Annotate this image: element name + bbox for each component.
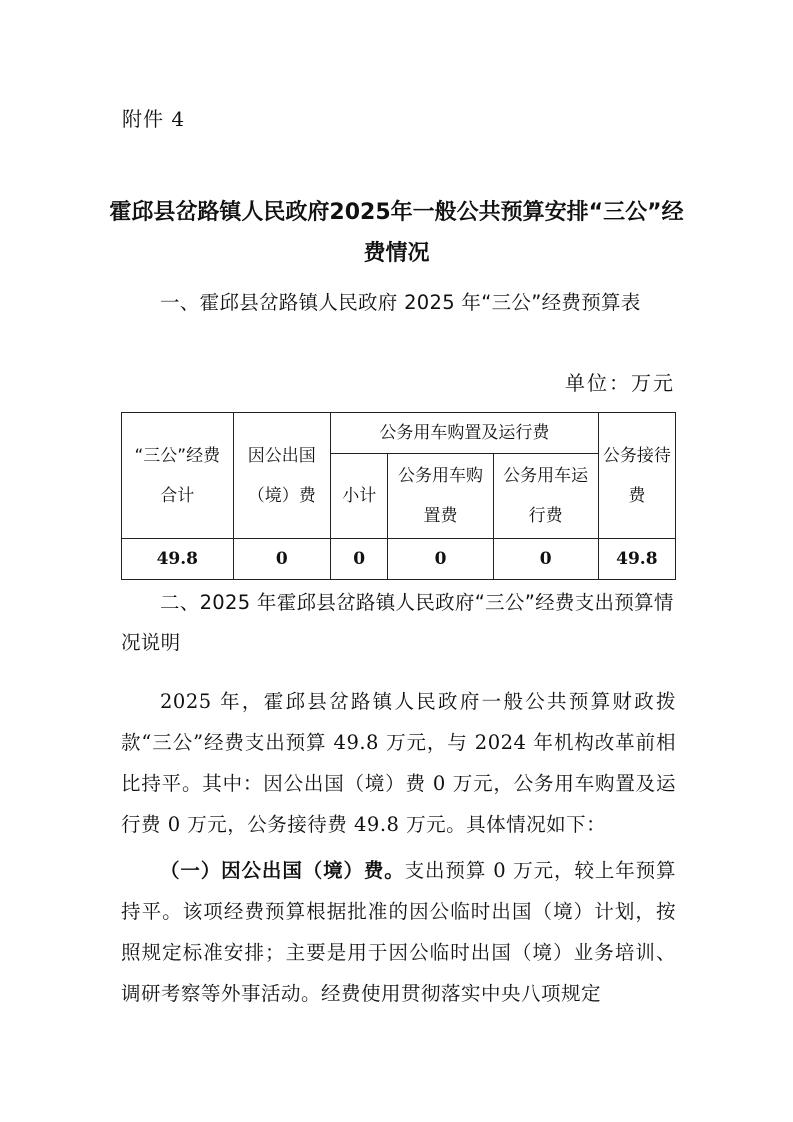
header-reception: 公务接待费	[598, 413, 675, 539]
paragraph-overseas	[121, 850, 676, 1014]
header-vehicle-purchase: 公务用车购置费	[388, 454, 493, 539]
value-vehicle-purchase: 0	[388, 539, 493, 580]
value-vehicle-operation: 0	[493, 539, 598, 580]
paragraph-overseas-body: 支出预算 0 万元，较上年预算持平。该项经费预算根据批准的因公临时出国（境）计划，按照规定标准安排；主要是用于因公临时出国（境）业务培训、调研考察等外事活动。经费使用贯彻落实中央八项规定	[121, 859, 676, 1005]
header-vehicle-group: 公务用车购置及运行费	[330, 413, 598, 454]
header-vehicle-operation: 公务用车运行费	[493, 454, 598, 539]
header-overseas: 因公出国（境）费	[233, 413, 330, 539]
header-total: “三公”经费合计	[122, 413, 234, 539]
unit-label: 单位：万元	[565, 371, 675, 395]
attachment-label: 附件 4	[122, 107, 186, 131]
document-title: 霍邱县岔路镇人民政府2025年一般公共预算安排“三公”经费情况	[109, 200, 684, 266]
budget-table	[121, 412, 676, 580]
section-heading-explanation: 二、2025 年霍邱县岔路镇人民政府“三公”经费支出预算情况说明	[121, 591, 674, 654]
value-subtotal: 0	[330, 539, 387, 580]
value-overseas: 0	[233, 539, 330, 580]
paragraph-summary: 2025 年，霍邱县岔路镇人民政府一般公共预算财政拨款“三公”经费支出预算 49.8 万元，与 2024 年机构改革前相比持平。其中：因公出国（境）费 0 万元，公务用车购置及运行费 0 万元，公务接待费 49.8 万元。具体情况如下：	[121, 690, 676, 836]
header-subtotal: 小计	[330, 454, 387, 539]
value-reception: 49.8	[598, 539, 675, 580]
value-total: 49.8	[122, 539, 234, 580]
paragraph-overseas-lead: （一）因公出国（境）费。	[160, 859, 405, 882]
section-heading-budget-table: 一、霍邱县岔路镇人民政府 2025 年“三公”经费预算表	[160, 291, 641, 314]
table-header-row	[122, 413, 676, 454]
table-row	[122, 539, 676, 580]
